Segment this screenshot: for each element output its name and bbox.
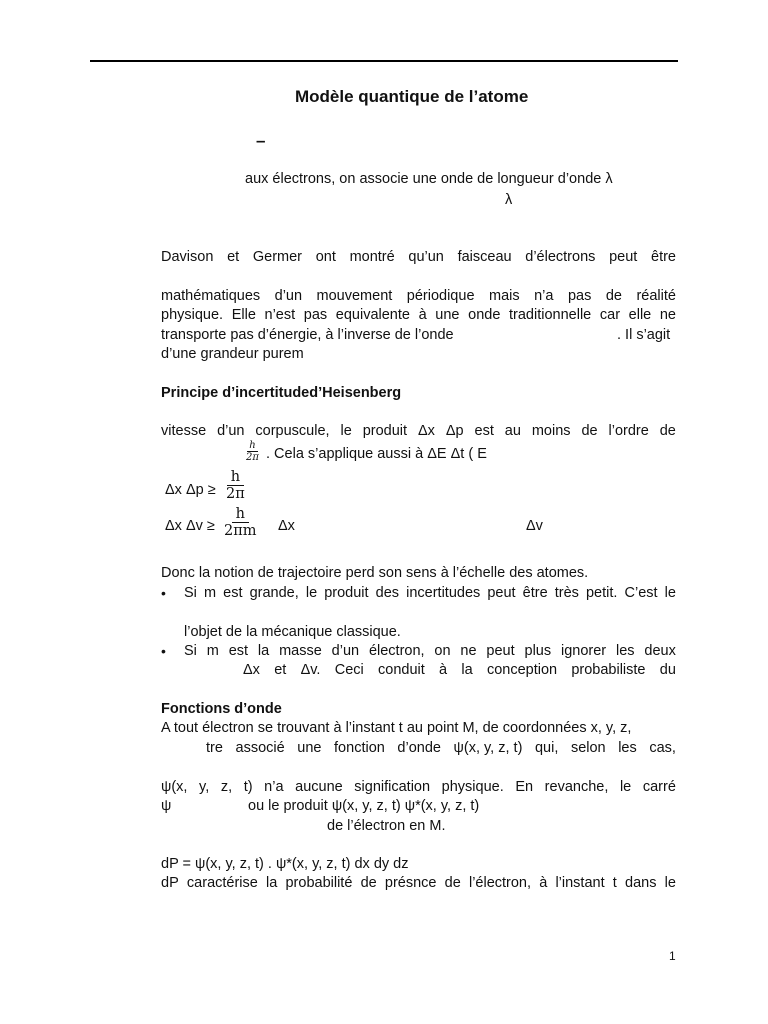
word: En: [515, 779, 534, 795]
word: de: [360, 875, 377, 891]
list-item-continuation: [243, 662, 676, 679]
word: cas,: [649, 740, 676, 756]
word: on: [434, 643, 451, 659]
word: une: [297, 740, 322, 756]
word: Si: [184, 643, 197, 659]
word: probabilité: [285, 875, 353, 891]
word: t: [612, 875, 617, 891]
word: ψ(x, y, z, t): [453, 740, 523, 756]
word: d’un: [331, 643, 360, 659]
word: m: [203, 585, 217, 601]
word: conception: [486, 662, 558, 678]
word: les: [618, 740, 637, 756]
equation-term: Δv: [526, 518, 543, 534]
word: est: [223, 585, 243, 601]
word: signification: [354, 779, 431, 795]
word: traditionnelle: [509, 307, 592, 323]
word: produit: [324, 585, 369, 601]
paragraph-line: d’une grandeur purem: [161, 346, 304, 362]
paragraph-line: [161, 249, 676, 266]
bullet: •: [161, 643, 166, 659]
fraction-h-over-2pim: [224, 507, 257, 540]
word: et: [227, 249, 240, 265]
paragraph-line: [206, 740, 676, 757]
paragraph-line: A tout électron se trouvant à l’instant t au point M, de coordonnées x, y, z,: [161, 720, 632, 736]
word: car: [599, 307, 621, 323]
word: électron,: [368, 643, 425, 659]
word: equivalente: [335, 307, 410, 323]
word: ont: [315, 249, 336, 265]
word: la: [266, 875, 278, 891]
word: à: [418, 307, 427, 323]
word: Δx: [417, 423, 435, 439]
word: est: [474, 423, 494, 439]
word: Ceci: [334, 662, 364, 678]
word: les: [615, 643, 635, 659]
word: est: [228, 643, 249, 659]
word: de: [605, 288, 622, 304]
word: à: [539, 875, 548, 891]
word: Elle: [231, 307, 256, 323]
word: le: [664, 875, 676, 891]
word: de: [581, 423, 598, 439]
word: le: [305, 585, 318, 601]
word: Davison: [161, 249, 214, 265]
word: du: [659, 662, 676, 678]
word: aucune: [295, 779, 343, 795]
word: conduit: [378, 662, 425, 678]
word: n’a: [264, 779, 284, 795]
word: physique.: [161, 307, 224, 323]
word: d’électrons: [525, 249, 596, 265]
word: m: [206, 643, 219, 659]
word: revanche,: [544, 779, 609, 795]
word: la: [461, 662, 473, 678]
word: carré: [642, 779, 676, 795]
word: de: [659, 423, 676, 439]
word: onde: [468, 307, 501, 323]
word: au: [504, 423, 521, 439]
word: moins: [531, 423, 571, 439]
word: d’un: [217, 423, 245, 439]
word: Δx: [243, 662, 260, 678]
word: y,: [199, 779, 210, 795]
paragraph-line: . Il s’agit: [617, 327, 671, 343]
word: C’est: [624, 585, 658, 601]
word: Germer: [252, 249, 303, 265]
word: qui,: [534, 740, 559, 756]
list-item: [184, 585, 676, 602]
word: deux: [644, 643, 676, 659]
word: pas: [303, 307, 328, 323]
section-heading: Principe d’incertituded’Heisenberg: [161, 385, 402, 401]
word: selon: [570, 740, 606, 756]
word: réalité: [636, 288, 676, 304]
paragraph-line: [161, 307, 676, 324]
word: l’ordre: [608, 423, 649, 439]
word: dans: [625, 875, 657, 891]
paragraph-line: ou le produit ψ(x, y, z, t) ψ*(x, y, z, t): [248, 798, 480, 814]
word: montré: [349, 249, 395, 265]
word: elle: [628, 307, 652, 323]
word: physique.: [441, 779, 504, 795]
fraction-numerator: h: [227, 470, 244, 486]
text-line: aux électrons, on associe une onde de longueur d’onde λ: [245, 171, 613, 187]
dash: –: [256, 131, 266, 150]
word: présnce: [384, 875, 437, 891]
word: périodique: [406, 288, 475, 304]
word: dP: [161, 875, 179, 891]
page-title: Modèle quantique de l’atome: [295, 87, 529, 106]
word: peut: [609, 249, 638, 265]
word: très: [554, 585, 579, 601]
word: pas: [567, 288, 592, 304]
word: Δp: [445, 423, 464, 439]
word: la: [257, 643, 270, 659]
word: incertitudes: [406, 585, 481, 601]
equation-line: dP = ψ(x, y, z, t) . ψ*(x, y, z, t) dx dy dz: [161, 856, 409, 872]
word: fonction: [334, 740, 385, 756]
lambda-symbol: λ: [505, 192, 513, 208]
equation-term: Δx: [278, 518, 295, 534]
word: masse: [279, 643, 322, 659]
word: Si: [184, 585, 197, 601]
word: n’a: [534, 288, 554, 304]
word: caractérise: [186, 875, 258, 891]
equation-label: Δx Δp ≥: [165, 482, 216, 498]
word: t): [243, 779, 253, 795]
page-number: 1: [669, 949, 676, 963]
word: et: [274, 662, 287, 678]
word: ne: [460, 643, 477, 659]
paragraph-line: . Cela s’applique aussi à ΔE Δt ( E: [266, 446, 487, 462]
header-rule: [90, 60, 678, 62]
word: peut: [486, 643, 515, 659]
fraction-denominator: 2π: [246, 452, 259, 463]
paragraph-line: transporte pas d’énergie, à l’inverse de l’onde: [161, 327, 454, 343]
word: l’électron,: [468, 875, 532, 891]
paragraph-line: de l’électron en M.: [327, 818, 446, 834]
word: des: [375, 585, 400, 601]
word: de: [444, 875, 461, 891]
psi-symbol: ψ: [161, 798, 172, 814]
word: z,: [220, 779, 233, 795]
fraction-numerator: h: [232, 507, 249, 523]
word: faisceau: [457, 249, 512, 265]
bullet: •: [161, 585, 166, 601]
word: l’instant: [555, 875, 605, 891]
paragraph-line: [161, 288, 676, 305]
word: probabiliste: [571, 662, 646, 678]
word: associé: [235, 740, 285, 756]
word: tre: [206, 740, 223, 756]
paragraph-line: [161, 875, 676, 892]
list-item: [184, 643, 676, 660]
word: une: [435, 307, 460, 323]
word: Δv.: [300, 662, 321, 678]
word: grande,: [249, 585, 299, 601]
word: ignorer: [560, 643, 607, 659]
word: mouvement: [316, 288, 393, 304]
word: à: [439, 662, 448, 678]
section-heading: Fonctions d’onde: [161, 701, 282, 717]
word: le: [664, 585, 676, 601]
word: mathématiques: [161, 288, 261, 304]
fraction-numerator: h: [249, 440, 256, 451]
fraction-denominator: 2πm: [224, 523, 257, 539]
word: corpuscule,: [255, 423, 330, 439]
fraction-h-over-2pi-large: [226, 470, 245, 503]
word: d’un: [274, 288, 303, 304]
word: qu’un: [408, 249, 444, 265]
word: le: [340, 423, 352, 439]
word: n’est: [264, 307, 296, 323]
word: vitesse: [161, 423, 207, 439]
word: plus: [524, 643, 552, 659]
list-item-continuation: l’objet de la mécanique classique.: [184, 624, 401, 640]
word: peut: [487, 585, 516, 601]
word: ψ(x,: [161, 779, 188, 795]
equation-label: Δx Δv ≥: [165, 518, 215, 534]
fraction-denominator: 2π: [226, 486, 245, 502]
word: produit: [362, 423, 408, 439]
word: être: [651, 249, 676, 265]
word: d’onde: [397, 740, 441, 756]
word: ne: [659, 307, 676, 323]
word: le: [619, 779, 632, 795]
word: mais: [489, 288, 520, 304]
word: petit.: [585, 585, 618, 601]
paragraph-line: [161, 779, 676, 796]
paragraph-line: Donc la notion de trajectoire perd son sens à l’échelle des atomes.: [161, 565, 589, 581]
fraction-h-over-2pi: [246, 440, 259, 464]
paragraph-line: [161, 423, 676, 440]
word: être: [522, 585, 548, 601]
